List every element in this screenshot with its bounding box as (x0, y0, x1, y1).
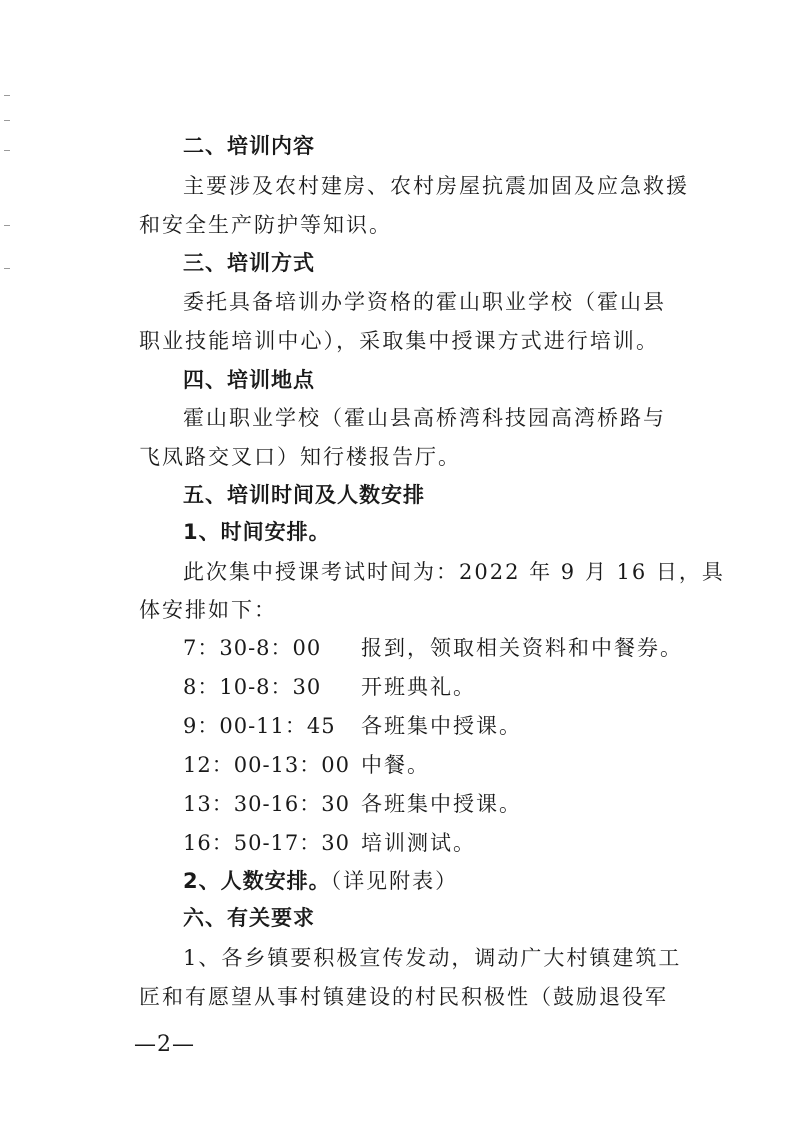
schedule-activity: 培训测试。 (361, 831, 476, 855)
scan-mark (4, 150, 10, 151)
paragraph-line: 主要涉及农村建房、农村房屋抗震加固及应急救援 (183, 174, 689, 198)
section-heading-requirements: 六、有关要求 (183, 906, 315, 930)
schedule-time: 8：10-8：30 (183, 675, 322, 699)
schedule-activity: 各班集中授课。 (361, 714, 522, 738)
section-heading-content: 二、培训内容 (183, 134, 315, 158)
schedule-activity: 报到，领取相关资料和中餐券。 (361, 636, 683, 660)
schedule-activity: 开班典礼。 (361, 675, 476, 699)
paragraph-line: 1、各乡镇要积极宣传发动，调动广大村镇建筑工 (183, 946, 682, 970)
schedule-time: 9：00-11：45 (183, 714, 336, 738)
section-heading-location: 四、培训地点 (183, 368, 315, 392)
paragraph-line: 体安排如下： (139, 598, 277, 622)
paragraph-line: 飞凤路交叉口）知行楼报告厅。 (139, 445, 461, 469)
schedule-time: 16：50-17：30 (183, 831, 350, 855)
scan-mark (4, 120, 10, 121)
scan-mark (4, 95, 10, 96)
subheading-headcount-line (183, 866, 458, 896)
schedule-time: 7：30-8：00 (183, 636, 322, 660)
schedule-time: 12：00-13：00 (183, 753, 350, 777)
paragraph-line: 霍山职业学校（霍山县高桥湾科技园高湾桥路与 (183, 406, 666, 430)
subheading-time: 1、时间安排。 (183, 520, 331, 544)
paragraph-line: 和安全生产防护等知识。 (139, 213, 392, 237)
schedule-activity: 各班集中授课。 (361, 792, 522, 816)
page-number: —2— (134, 1032, 195, 1057)
section-heading-method: 三、培训方式 (183, 251, 315, 275)
scan-mark (4, 268, 10, 269)
paragraph-line: 此次集中授课考试时间为：2022 年 9 月 16 日，具 (183, 560, 725, 584)
paragraph-line: 匠和有愿望从事村镇建设的村民积极性（鼓励退役军 (139, 985, 668, 1009)
scan-mark (4, 225, 10, 226)
subheading-headcount: 2、人数安排。 (183, 869, 331, 893)
schedule-activity: 中餐。 (361, 753, 430, 777)
paragraph-line: 职业技能培训中心），采取集中授课方式进行培训。 (139, 329, 659, 353)
headcount-note: （详见附表） (330, 869, 459, 893)
schedule-time: 13：30-16：30 (183, 792, 350, 816)
section-heading-schedule: 五、培训时间及人数安排 (183, 483, 425, 507)
paragraph-line: 委托具备培训办学资格的霍山职业学校（霍山县 (183, 290, 666, 314)
